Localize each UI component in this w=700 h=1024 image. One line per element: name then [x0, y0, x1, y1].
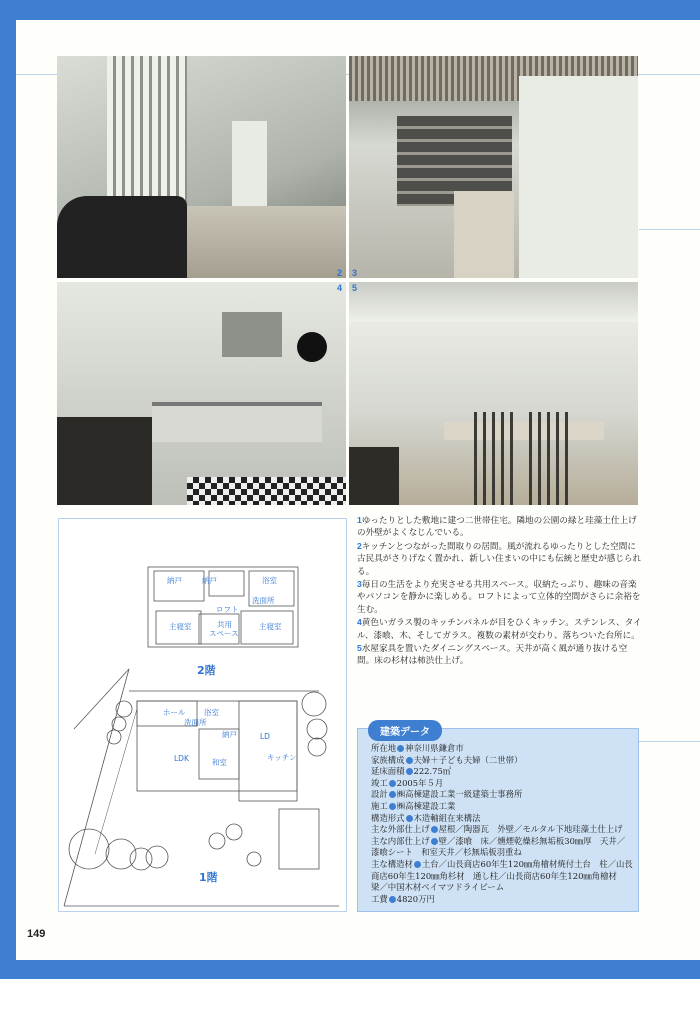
room-label: スペース [209, 629, 239, 638]
data-row [371, 836, 633, 859]
data-row [371, 859, 633, 894]
data-value: 夫婦＋子ども夫婦（二世帯） [413, 754, 523, 765]
data-value: 屋根／陶器瓦 外壁／モルタル下地珪藻土仕上げ [438, 824, 623, 835]
room-label: 洗面所 [252, 596, 275, 605]
data-key: 工費 [371, 893, 388, 904]
bullet-icon [431, 838, 438, 845]
room-label: 浴室 [262, 576, 277, 585]
photo-label-2: 2 [337, 268, 343, 278]
room-label: LD [260, 732, 270, 741]
bullet-icon [414, 861, 421, 868]
data-row [371, 801, 633, 813]
room-label: 主寝室 [259, 622, 282, 631]
bullet-icon [397, 745, 404, 752]
room-label: 和室 [212, 758, 227, 767]
room-label: 納戸 [222, 730, 237, 739]
bullet-icon [389, 791, 396, 798]
data-row [371, 789, 633, 801]
room-label: ロフト [216, 605, 239, 614]
floor-plan [58, 518, 347, 912]
photo-kitchen [57, 282, 346, 505]
caption: 5水屋家具を置いたダイニングスペース。天井が高く風が通り抜ける空間。床の杉材は柿渋仕上げ。 [357, 643, 628, 667]
data-rule [639, 741, 700, 742]
data-key: 施工 [371, 800, 388, 811]
caption: 2キッチンとつながった間取りの居間。風が流れるゆったりとした空間に古民具がさりげなく置かれ、新しい住まいの中にも伝統と歴史が感じられる。 [357, 540, 642, 577]
building-data-title: 建築データ [368, 720, 442, 741]
room-label: 共用 [217, 620, 232, 629]
data-key: 主な内部仕上げ [371, 835, 430, 846]
room-label: キッチン [267, 753, 297, 762]
data-value: ㈱高棟建設工業 [396, 800, 456, 811]
data-key: 延床面積 [371, 766, 405, 777]
bullet-icon [406, 815, 413, 822]
bullet-icon [406, 768, 413, 775]
data-row [371, 778, 633, 790]
room-label: 浴室 [204, 708, 219, 717]
bullet-icon [406, 757, 413, 764]
data-row [371, 755, 633, 767]
room-label: ホール [163, 708, 186, 717]
data-value: 2005年５月 [396, 777, 444, 788]
photo-label-5: 5 [352, 283, 358, 293]
data-key: 構造形式 [371, 812, 405, 823]
data-row [371, 766, 633, 778]
photo-label-3: 3 [352, 268, 358, 278]
data-value: 神奈川県鎌倉市 [405, 743, 464, 753]
data-key: 設計 [371, 789, 388, 800]
room-label: 納戸 [202, 576, 217, 585]
data-row [371, 824, 633, 836]
caption: 4黄色いガラス製のキッチンパネルが目をひくキッチン。ステンレス、タイル、漆喰、木、そしてガラス。複数の素材が交わり、落ちついた台所に。 [357, 617, 642, 641]
caption: 3毎日の生活をより充実させる共用スペース。収納たっぷり、趣味の音楽やパソコンを静かに楽しめる。ロフトによって立体的空間がさらに余裕を生む。 [357, 579, 641, 615]
photo-captions [357, 514, 642, 668]
caption: 1ゆったりとした敷地に建つ二世帯住宅。隣地の公園の緑と珪藻土仕上げの外壁がよくなじんでいる。 [357, 515, 637, 539]
margin-rule [639, 229, 700, 230]
data-key: 主な外部仕上げ [371, 824, 430, 835]
photo-dining [349, 282, 638, 505]
data-row [371, 894, 633, 906]
data-value: 木造軸組在来構法 [413, 812, 481, 823]
data-value: 土台／山長商店60年生120㎜角檜材焼付土台 柱／山長商店60年生120㎜角杉材 通し柱／山長商店60年生120㎜角檜材 梁／中国木材ベイマツドライビーム [371, 858, 633, 893]
room-label: LDK [174, 754, 189, 763]
data-value: 壁／漆喰 床／燻煙乾燥杉無垢板30㎜厚 天井／漆喰シート 和室天井／杉無垢板羽重ね [371, 835, 626, 858]
photo-living-room [57, 56, 346, 278]
data-key: 竣工 [371, 777, 388, 788]
bullet-icon [389, 780, 396, 787]
data-value: ㈱高棟建設工業一級建築士事務所 [396, 789, 523, 800]
room-label: 洗面所 [184, 718, 207, 727]
bullet-icon [389, 896, 396, 903]
room-label: 主寝室 [169, 622, 192, 631]
data-value: 222.75㎡ [413, 766, 452, 777]
data-key: 主な構造材 [371, 858, 413, 869]
room-label: 納戸 [167, 576, 182, 585]
data-row [371, 813, 633, 825]
data-row [371, 743, 633, 755]
data-value: 4820万円 [396, 893, 435, 904]
photo-label-4: 4 [337, 283, 343, 293]
bullet-icon [389, 803, 396, 810]
building-data-box [357, 728, 639, 912]
bullet-icon [431, 826, 438, 833]
page-number: 149 [27, 928, 46, 940]
data-key: 家族構成 [371, 754, 405, 765]
data-key: 所在地 [371, 743, 397, 753]
floor1-title: 1階 [199, 871, 218, 884]
photo-shared-space [349, 56, 638, 278]
floor2-title: 2階 [197, 664, 216, 677]
